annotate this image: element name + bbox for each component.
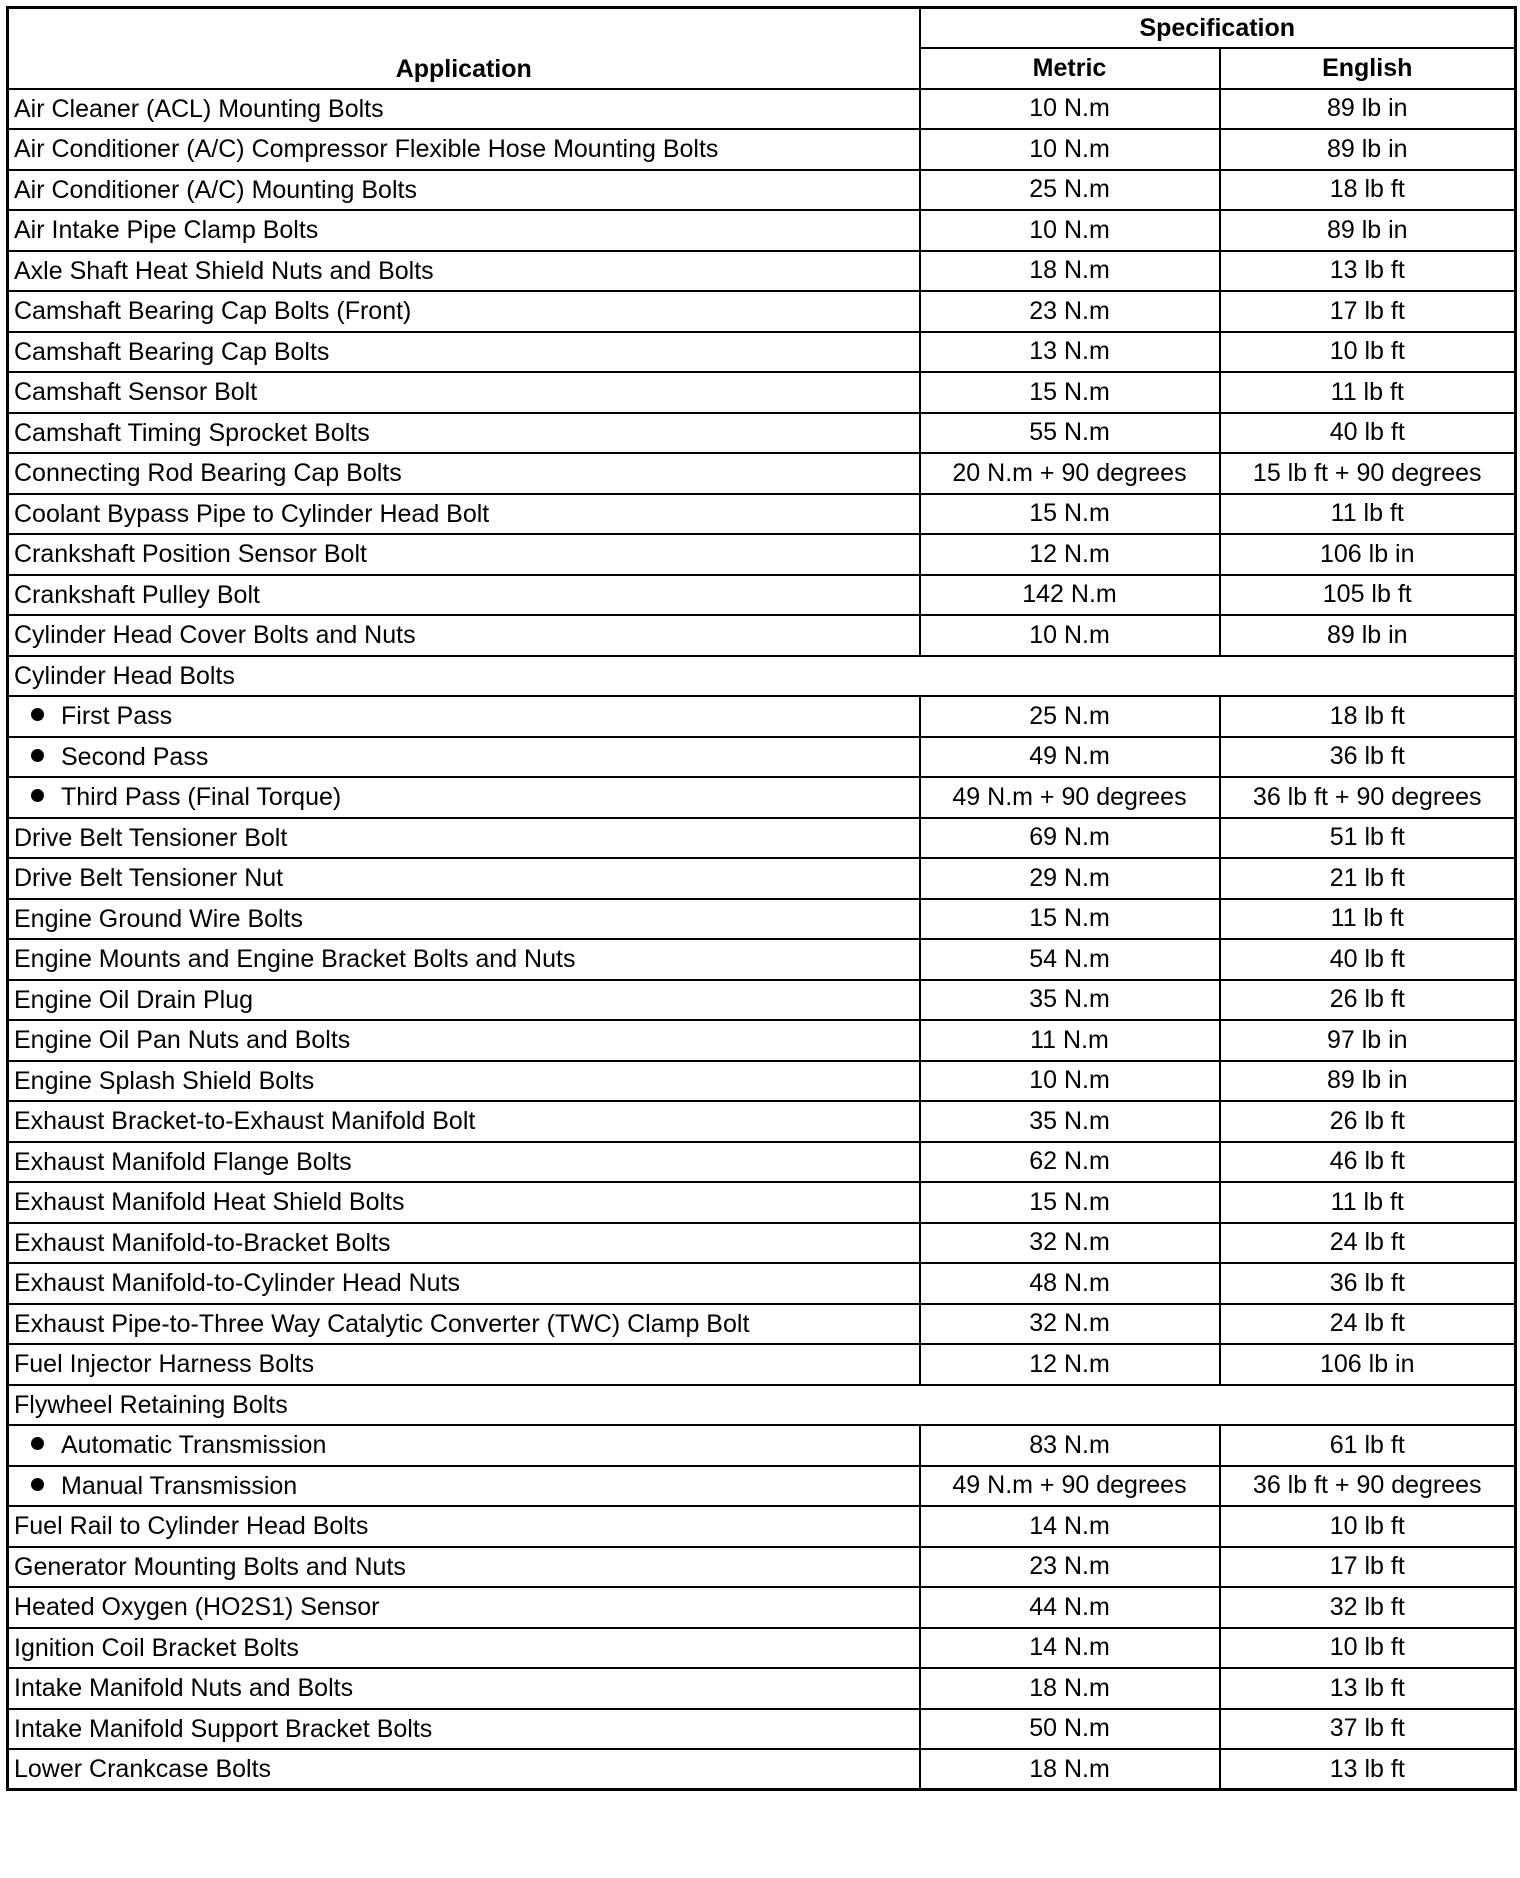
english-value: 37 lb ft [1220, 1709, 1516, 1750]
table-row [8, 1101, 1516, 1142]
english-value: 17 lb ft [1220, 291, 1516, 332]
table-row [8, 1304, 1516, 1345]
table-row [8, 1547, 1516, 1588]
table-subrow [8, 777, 1516, 818]
english-value: 10 lb ft [1220, 1506, 1516, 1547]
english-value: 10 lb ft [1220, 1628, 1516, 1669]
metric-value: 32 N.m [920, 1304, 1220, 1345]
table-row [8, 413, 1516, 454]
application-cell [8, 858, 920, 899]
application-label: Camshaft Sensor Bolt [14, 378, 258, 407]
application-label: Camshaft Bearing Cap Bolts (Front) [14, 297, 412, 326]
table-group-row [8, 656, 1516, 697]
metric-value: 25 N.m [920, 696, 1220, 737]
english-value: 11 lb ft [1220, 1182, 1516, 1223]
application-label: Heated Oxygen (HO2S1) Sensor [14, 1593, 380, 1622]
application-cell [8, 494, 920, 535]
english-value: 11 lb ft [1220, 372, 1516, 413]
application-label: Engine Ground Wire Bolts [14, 904, 304, 933]
table-header [8, 8, 1516, 89]
metric-value: 15 N.m [920, 1182, 1220, 1223]
english-value: 10 lb ft [1220, 332, 1516, 373]
application-label: Exhaust Manifold Flange Bolts [14, 1147, 352, 1176]
metric-value: 10 N.m [920, 615, 1220, 656]
application-cell [8, 1628, 920, 1669]
table-row [8, 939, 1516, 980]
english-value: 89 lb in [1220, 129, 1516, 170]
table-row [8, 1263, 1516, 1304]
english-value: 105 lb ft [1220, 575, 1516, 616]
metric-value: 14 N.m [920, 1628, 1220, 1669]
metric-value: 50 N.m [920, 1709, 1220, 1750]
application-label: Intake Manifold Support Bracket Bolts [14, 1714, 433, 1743]
metric-value: 55 N.m [920, 413, 1220, 454]
application-label: Second Pass [61, 742, 209, 771]
table-row [8, 1628, 1516, 1669]
metric-value: 18 N.m [920, 251, 1220, 292]
application-cell [8, 818, 920, 859]
metric-value: 49 N.m [920, 737, 1220, 778]
application-label: Axle Shaft Heat Shield Nuts and Bolts [14, 256, 434, 285]
metric-value: 18 N.m [920, 1749, 1220, 1790]
application-cell [8, 1020, 920, 1061]
english-value: 24 lb ft [1220, 1223, 1516, 1264]
metric-value: 44 N.m [920, 1587, 1220, 1628]
table-subrow [8, 1425, 1516, 1466]
application-label: Engine Oil Drain Plug [14, 985, 254, 1014]
application-cell [8, 575, 920, 616]
bullet-icon [31, 789, 44, 802]
bullet-icon [31, 1437, 44, 1450]
application-cell [8, 1142, 920, 1183]
english-value: 13 lb ft [1220, 1749, 1516, 1790]
application-label: Lower Crankcase Bolts [14, 1754, 272, 1783]
english-value: 36 lb ft [1220, 737, 1516, 778]
english-value: 11 lb ft [1220, 494, 1516, 535]
english-value: 32 lb ft [1220, 1587, 1516, 1628]
application-cell [8, 1425, 920, 1466]
english-value: 89 lb in [1220, 1061, 1516, 1102]
english-value: 106 lb in [1220, 1344, 1516, 1385]
application-cell [8, 1668, 920, 1709]
table-row [8, 494, 1516, 535]
metric-value: 32 N.m [920, 1223, 1220, 1264]
header-row-1 [8, 8, 1516, 49]
table-row [8, 210, 1516, 251]
application-cell [8, 980, 920, 1021]
table-row [8, 170, 1516, 211]
application-cell [8, 1061, 920, 1102]
english-value: 11 lb ft [1220, 899, 1516, 940]
english-value: 26 lb ft [1220, 1101, 1516, 1142]
english-value: 24 lb ft [1220, 1304, 1516, 1345]
table-row [8, 291, 1516, 332]
application-label: Coolant Bypass Pipe to Cylinder Head Bolt [14, 499, 490, 528]
application-label: Camshaft Timing Sprocket Bolts [14, 418, 370, 447]
english-value: 61 lb ft [1220, 1425, 1516, 1466]
metric-value: 49 N.m + 90 degrees [920, 1466, 1220, 1507]
metric-value: 15 N.m [920, 494, 1220, 535]
application-cell [8, 1587, 920, 1628]
metric-value: 15 N.m [920, 372, 1220, 413]
table-row [8, 858, 1516, 899]
application-label: Crankshaft Pulley Bolt [14, 580, 260, 609]
metric-value: 18 N.m [920, 1668, 1220, 1709]
metric-value: 20 N.m + 90 degrees [920, 453, 1220, 494]
application-cell [8, 1749, 920, 1790]
english-value: 26 lb ft [1220, 980, 1516, 1021]
table-row [8, 89, 1516, 130]
application-header: Application [8, 8, 920, 89]
english-value: 51 lb ft [1220, 818, 1516, 859]
bullet-icon [31, 708, 44, 721]
application-cell [8, 1263, 920, 1304]
table-row [8, 372, 1516, 413]
english-value: 15 lb ft + 90 degrees [1220, 453, 1516, 494]
application-label: Exhaust Manifold-to-Bracket Bolts [14, 1228, 391, 1257]
application-cell [8, 1506, 920, 1547]
english-value: 40 lb ft [1220, 939, 1516, 980]
application-label: Engine Oil Pan Nuts and Bolts [14, 1026, 351, 1055]
application-cell [8, 210, 920, 251]
application-label: Engine Splash Shield Bolts [14, 1066, 315, 1095]
table-row [8, 818, 1516, 859]
metric-value: 62 N.m [920, 1142, 1220, 1183]
metric-value: 35 N.m [920, 1101, 1220, 1142]
english-value: 36 lb ft + 90 degrees [1220, 777, 1516, 818]
table-subrow [8, 737, 1516, 778]
application-cell [8, 1304, 920, 1345]
application-label: Exhaust Pipe-to-Three Way Catalytic Converter (TWC) Clamp Bolt [14, 1309, 750, 1338]
table-row [8, 1182, 1516, 1223]
metric-value: 142 N.m [920, 575, 1220, 616]
table-row [8, 980, 1516, 1021]
application-cell [8, 453, 920, 494]
english-value: 97 lb in [1220, 1020, 1516, 1061]
application-cell [8, 1466, 920, 1507]
table-row [8, 1020, 1516, 1061]
table-row [8, 1223, 1516, 1264]
application-label: Air Cleaner (ACL) Mounting Bolts [14, 94, 384, 123]
table-row [8, 1061, 1516, 1102]
application-cell [8, 1101, 920, 1142]
table-body [8, 89, 1516, 1790]
application-cell [8, 777, 920, 818]
application-cell [8, 291, 920, 332]
application-label: Ignition Coil Bracket Bolts [14, 1633, 299, 1662]
english-value: 21 lb ft [1220, 858, 1516, 899]
metric-value: 11 N.m [920, 1020, 1220, 1061]
table-row [8, 251, 1516, 292]
english-value: 36 lb ft [1220, 1263, 1516, 1304]
table-subrow [8, 1466, 1516, 1507]
application-label: Exhaust Manifold-to-Cylinder Head Nuts [14, 1269, 461, 1298]
metric-value: 10 N.m [920, 89, 1220, 130]
table-row [8, 1749, 1516, 1790]
metric-value: 29 N.m [920, 858, 1220, 899]
application-label: Crankshaft Position Sensor Bolt [14, 540, 367, 569]
application-cell [8, 656, 1516, 697]
english-value: 18 lb ft [1220, 696, 1516, 737]
application-label: Air Conditioner (A/C) Mounting Bolts [14, 175, 417, 204]
application-cell [8, 1709, 920, 1750]
application-label: Air Conditioner (A/C) Compressor Flexible Hose Mounting Bolts [14, 135, 719, 164]
application-label: Intake Manifold Nuts and Bolts [14, 1674, 354, 1703]
application-cell [8, 332, 920, 373]
application-cell [8, 899, 920, 940]
metric-value: 54 N.m [920, 939, 1220, 980]
metric-value: 69 N.m [920, 818, 1220, 859]
english-value: 46 lb ft [1220, 1142, 1516, 1183]
table-row [8, 1506, 1516, 1547]
table-row [8, 332, 1516, 373]
metric-value: 25 N.m [920, 170, 1220, 211]
bullet-icon [31, 1478, 44, 1491]
table-row [8, 575, 1516, 616]
table-row [8, 1587, 1516, 1628]
application-cell [8, 1182, 920, 1223]
application-cell [8, 696, 920, 737]
application-label: Drive Belt Tensioner Nut [14, 864, 284, 893]
metric-value: 83 N.m [920, 1425, 1220, 1466]
english-header: English [1220, 48, 1516, 89]
metric-value: 14 N.m [920, 1506, 1220, 1547]
metric-value: 15 N.m [920, 899, 1220, 940]
english-value: 89 lb in [1220, 615, 1516, 656]
english-value: 13 lb ft [1220, 1668, 1516, 1709]
metric-value: 12 N.m [920, 1344, 1220, 1385]
english-value: 89 lb in [1220, 89, 1516, 130]
english-value: 40 lb ft [1220, 413, 1516, 454]
table-group-row [8, 1385, 1516, 1426]
metric-value: 35 N.m [920, 980, 1220, 1021]
metric-value: 48 N.m [920, 1263, 1220, 1304]
metric-value: 23 N.m [920, 1547, 1220, 1588]
metric-value: 49 N.m + 90 degrees [920, 777, 1220, 818]
application-label: Cylinder Head Bolts [14, 661, 235, 690]
english-value: 106 lb in [1220, 534, 1516, 575]
torque-spec-table [6, 6, 1517, 1791]
table-row [8, 1142, 1516, 1183]
application-cell [8, 251, 920, 292]
application-cell [8, 615, 920, 656]
english-value: 17 lb ft [1220, 1547, 1516, 1588]
application-cell [8, 170, 920, 211]
english-value: 18 lb ft [1220, 170, 1516, 211]
application-label: First Pass [61, 702, 173, 731]
application-cell [8, 372, 920, 413]
application-label: Engine Mounts and Engine Bracket Bolts and Nuts [14, 945, 576, 974]
application-label: Connecting Rod Bearing Cap Bolts [14, 459, 402, 488]
application-cell [8, 129, 920, 170]
table-row [8, 453, 1516, 494]
application-label: Camshaft Bearing Cap Bolts [14, 337, 330, 366]
metric-value: 13 N.m [920, 332, 1220, 373]
application-label: Drive Belt Tensioner Bolt [14, 823, 288, 852]
bullet-icon [31, 749, 44, 762]
english-value: 13 lb ft [1220, 251, 1516, 292]
metric-value: 23 N.m [920, 291, 1220, 332]
application-cell [8, 1547, 920, 1588]
metric-value: 10 N.m [920, 210, 1220, 251]
application-label: Exhaust Bracket-to-Exhaust Manifold Bolt [14, 1107, 476, 1136]
application-label: Generator Mounting Bolts and Nuts [14, 1552, 406, 1581]
english-value: 89 lb in [1220, 210, 1516, 251]
application-label: Fuel Rail to Cylinder Head Bolts [14, 1512, 369, 1541]
table-row [8, 1709, 1516, 1750]
application-cell [8, 1223, 920, 1264]
application-label: Flywheel Retaining Bolts [14, 1390, 288, 1419]
application-label: Air Intake Pipe Clamp Bolts [14, 216, 319, 245]
metric-value: 10 N.m [920, 129, 1220, 170]
metric-value: 12 N.m [920, 534, 1220, 575]
application-label: Automatic Transmission [61, 1431, 327, 1460]
specification-header: Specification [920, 8, 1516, 49]
table-row [8, 534, 1516, 575]
application-label: Manual Transmission [61, 1471, 298, 1500]
table-row [8, 129, 1516, 170]
table-row [8, 899, 1516, 940]
application-label: Third Pass (Final Torque) [61, 783, 342, 812]
application-cell [8, 939, 920, 980]
application-label: Cylinder Head Cover Bolts and Nuts [14, 621, 416, 650]
table-row [8, 615, 1516, 656]
metric-header: Metric [920, 48, 1220, 89]
application-cell [8, 89, 920, 130]
table-row [8, 1344, 1516, 1385]
table-row [8, 1668, 1516, 1709]
application-cell [8, 534, 920, 575]
english-value: 36 lb ft + 90 degrees [1220, 1466, 1516, 1507]
application-cell [8, 1344, 920, 1385]
application-label: Fuel Injector Harness Bolts [14, 1350, 315, 1379]
metric-value: 10 N.m [920, 1061, 1220, 1102]
application-label: Exhaust Manifold Heat Shield Bolts [14, 1188, 405, 1217]
application-cell [8, 737, 920, 778]
application-cell [8, 413, 920, 454]
application-cell [8, 1385, 1516, 1426]
table-subrow [8, 696, 1516, 737]
